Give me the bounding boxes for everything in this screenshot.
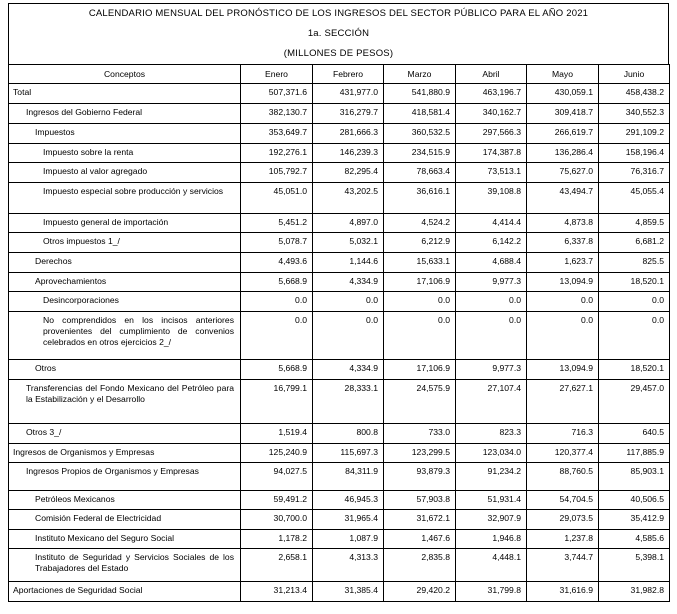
value-cell-febrero: 31,965.4 [313, 510, 384, 530]
value-cell-febrero: 146,239.3 [313, 144, 384, 163]
concept-cell [9, 233, 241, 253]
value-cell-abril: 4,688.4 [456, 253, 527, 273]
value-cell-junio: 0.0 [599, 292, 670, 312]
value-cell-mayo: 0.0 [527, 292, 599, 312]
value-cell-febrero: 5,032.1 [313, 233, 384, 253]
value-cell-marzo: 234,515.9 [384, 144, 456, 163]
concept-label: Ingresos de Organismos y Empresas [13, 447, 155, 457]
table-row [9, 214, 670, 233]
table-header [9, 65, 670, 84]
value-cell-abril: 73,513.1 [456, 163, 527, 183]
value-cell-mayo: 88,760.5 [527, 463, 599, 491]
table-row [9, 253, 670, 273]
value-cell-abril: 174,387.8 [456, 144, 527, 163]
section-label: 1a. SECCIÓN [307, 28, 370, 39]
value-cell-febrero: 0.0 [313, 312, 384, 360]
value-cell-junio: 5,398.1 [599, 549, 670, 582]
value-cell-marzo: 6,212.9 [384, 233, 456, 253]
value-cell-junio: 291,109.2 [599, 124, 670, 144]
value-cell-enero: 353,649.7 [241, 124, 313, 144]
value-cell-junio: 0.0 [599, 312, 670, 360]
value-cell-abril: 9,977.3 [456, 360, 527, 380]
value-cell-mayo: 3,744.7 [527, 549, 599, 582]
value-cell-mayo: 1,237.8 [527, 530, 599, 549]
table-row [9, 233, 670, 253]
value-cell-febrero: 82,295.4 [313, 163, 384, 183]
value-cell-marzo: 0.0 [384, 312, 456, 360]
value-cell-junio: 4,859.5 [599, 214, 670, 233]
value-cell-febrero: 800.8 [313, 424, 384, 444]
table-row [9, 163, 670, 183]
table-row [9, 84, 670, 104]
value-cell-abril: 463,196.7 [456, 84, 527, 104]
value-cell-enero: 16,799.1 [241, 380, 313, 424]
value-cell-mayo: 266,619.7 [527, 124, 599, 144]
table-row [9, 183, 670, 214]
concept-cell [9, 549, 241, 582]
value-cell-enero: 192,276.1 [241, 144, 313, 163]
value-cell-febrero: 316,279.7 [313, 104, 384, 124]
value-cell-mayo: 31,616.9 [527, 582, 599, 602]
value-cell-mayo: 1,623.7 [527, 253, 599, 273]
concept-label: Aprovechamientos [35, 276, 107, 286]
value-cell-mayo: 27,627.1 [527, 380, 599, 424]
concept-cell [9, 292, 241, 312]
value-cell-mayo: 0.0 [527, 312, 599, 360]
value-cell-febrero: 4,334.9 [313, 273, 384, 292]
units-label: (MILLONES DE PESOS) [283, 48, 394, 59]
value-cell-marzo: 29,420.2 [384, 582, 456, 602]
value-cell-enero: 382,130.7 [241, 104, 313, 124]
concept-cell [9, 582, 241, 602]
value-cell-junio: 18,520.1 [599, 273, 670, 292]
concept-cell [9, 360, 241, 380]
concept-label: Otros impuestos 1_/ [43, 236, 120, 246]
table-row [9, 463, 670, 491]
concept-cell [9, 104, 241, 124]
value-cell-junio: 18,520.1 [599, 360, 670, 380]
column-header-abril: Abril [456, 65, 527, 84]
value-cell-junio: 117,885.9 [599, 444, 670, 463]
concept-label: Ingresos Propios de Organismos y Empresas [26, 466, 199, 476]
concept-cell [9, 163, 241, 183]
value-cell-marzo: 36,616.1 [384, 183, 456, 214]
value-cell-junio: 76,316.7 [599, 163, 670, 183]
value-cell-enero: 30,700.0 [241, 510, 313, 530]
value-cell-marzo: 17,106.9 [384, 360, 456, 380]
concept-cell [9, 144, 241, 163]
concept-cell [9, 510, 241, 530]
value-cell-abril: 91,234.2 [456, 463, 527, 491]
concept-label: Otros [35, 363, 57, 373]
value-cell-abril: 31,799.8 [456, 582, 527, 602]
table-row [9, 273, 670, 292]
concept-label: Impuesto al valor agregado [43, 166, 148, 176]
value-cell-enero: 4,493.6 [241, 253, 313, 273]
value-cell-febrero: 84,311.9 [313, 463, 384, 491]
value-cell-marzo: 1,467.6 [384, 530, 456, 549]
value-cell-febrero: 46,945.3 [313, 491, 384, 510]
concept-label: Impuestos [35, 127, 75, 137]
value-cell-marzo: 2,835.8 [384, 549, 456, 582]
value-cell-marzo: 15,633.1 [384, 253, 456, 273]
value-cell-marzo: 733.0 [384, 424, 456, 444]
concept-cell [9, 84, 241, 104]
value-cell-febrero: 0.0 [313, 292, 384, 312]
value-cell-junio: 158,196.4 [599, 144, 670, 163]
value-cell-febrero: 43,202.5 [313, 183, 384, 214]
value-cell-mayo: 120,377.4 [527, 444, 599, 463]
concept-cell [9, 124, 241, 144]
concept-label: Transferencias del Fondo Mexicano del Petróleo para la Estabilización y el Desarrollo [26, 383, 234, 404]
value-cell-abril: 6,142.2 [456, 233, 527, 253]
table-row [9, 424, 670, 444]
concept-cell [9, 214, 241, 233]
value-cell-mayo: 4,873.8 [527, 214, 599, 233]
column-header-junio: Junio [599, 65, 670, 84]
value-cell-enero: 45,051.0 [241, 183, 313, 214]
concept-cell [9, 183, 241, 214]
value-cell-enero: 2,658.1 [241, 549, 313, 582]
value-cell-mayo: 6,337.8 [527, 233, 599, 253]
value-cell-mayo: 75,627.0 [527, 163, 599, 183]
value-cell-febrero: 281,666.3 [313, 124, 384, 144]
value-cell-abril: 823.3 [456, 424, 527, 444]
value-cell-abril: 39,108.8 [456, 183, 527, 214]
value-cell-abril: 0.0 [456, 292, 527, 312]
value-cell-febrero: 4,313.3 [313, 549, 384, 582]
value-cell-junio: 45,055.4 [599, 183, 670, 214]
value-cell-enero: 59,491.2 [241, 491, 313, 510]
value-cell-marzo: 78,663.4 [384, 163, 456, 183]
value-cell-enero: 94,027.5 [241, 463, 313, 491]
concept-cell [9, 312, 241, 360]
value-cell-febrero: 1,087.9 [313, 530, 384, 549]
value-cell-junio: 40,506.5 [599, 491, 670, 510]
value-cell-abril: 1,946.8 [456, 530, 527, 549]
value-cell-junio: 31,982.8 [599, 582, 670, 602]
concept-cell [9, 273, 241, 292]
value-cell-enero: 5,451.2 [241, 214, 313, 233]
table-row [9, 444, 670, 463]
value-cell-abril: 340,162.7 [456, 104, 527, 124]
column-header-enero: Enero [241, 65, 313, 84]
table-row [9, 549, 670, 582]
table-row [9, 380, 670, 424]
table-body [9, 84, 670, 602]
value-cell-marzo: 93,879.3 [384, 463, 456, 491]
value-cell-marzo: 418,581.4 [384, 104, 456, 124]
value-cell-junio: 29,457.0 [599, 380, 670, 424]
value-cell-marzo: 541,880.9 [384, 84, 456, 104]
value-cell-enero: 5,668.9 [241, 273, 313, 292]
concept-cell [9, 491, 241, 510]
value-cell-febrero: 1,144.6 [313, 253, 384, 273]
table-row [9, 530, 670, 549]
value-cell-abril: 4,414.4 [456, 214, 527, 233]
column-header-conceptos: Conceptos [9, 65, 241, 84]
value-cell-marzo: 57,903.8 [384, 491, 456, 510]
concept-label: Instituto Mexicano del Seguro Social [35, 533, 175, 543]
concept-cell [9, 380, 241, 424]
table-row [9, 124, 670, 144]
value-cell-marzo: 4,524.2 [384, 214, 456, 233]
value-cell-mayo: 13,094.9 [527, 273, 599, 292]
value-cell-enero: 125,240.9 [241, 444, 313, 463]
value-cell-marzo: 0.0 [384, 292, 456, 312]
concept-cell [9, 253, 241, 273]
value-cell-febrero: 115,697.3 [313, 444, 384, 463]
table-row [9, 491, 670, 510]
concept-label: Aportaciones de Seguridad Social [13, 585, 143, 595]
value-cell-mayo: 430,059.1 [527, 84, 599, 104]
value-cell-enero: 507,371.6 [241, 84, 313, 104]
value-cell-marzo: 24,575.9 [384, 380, 456, 424]
value-cell-junio: 35,412.9 [599, 510, 670, 530]
concept-label: Otros 3_/ [26, 427, 62, 437]
value-cell-marzo: 31,672.1 [384, 510, 456, 530]
table-row [9, 510, 670, 530]
column-header-febrero: Febrero [313, 65, 384, 84]
concept-label: Impuesto especial sobre producción y servicios [43, 186, 224, 196]
value-cell-febrero: 31,385.4 [313, 582, 384, 602]
value-cell-febrero: 4,897.0 [313, 214, 384, 233]
value-cell-enero: 5,668.9 [241, 360, 313, 380]
value-cell-abril: 27,107.4 [456, 380, 527, 424]
value-cell-enero: 31,213.4 [241, 582, 313, 602]
value-cell-marzo: 360,532.5 [384, 124, 456, 144]
value-cell-abril: 32,907.9 [456, 510, 527, 530]
header-row [9, 65, 670, 84]
value-cell-abril: 9,977.3 [456, 273, 527, 292]
concept-cell [9, 530, 241, 549]
value-cell-mayo: 29,073.5 [527, 510, 599, 530]
value-cell-junio: 458,438.2 [599, 84, 670, 104]
concept-cell [9, 424, 241, 444]
value-cell-junio: 640.5 [599, 424, 670, 444]
concept-cell [9, 444, 241, 463]
column-header-mayo: Mayo [527, 65, 599, 84]
value-cell-junio: 340,552.3 [599, 104, 670, 124]
value-cell-junio: 825.5 [599, 253, 670, 273]
concept-label: Comisión Federal de Electricidad [35, 513, 162, 523]
table-row [9, 144, 670, 163]
value-cell-abril: 123,034.0 [456, 444, 527, 463]
value-cell-mayo: 54,704.5 [527, 491, 599, 510]
concept-label: Desincorporaciones [43, 295, 119, 305]
value-cell-enero: 105,792.7 [241, 163, 313, 183]
concept-label: Derechos [35, 256, 72, 266]
value-cell-febrero: 28,333.1 [313, 380, 384, 424]
concept-label: No comprendidos en los incisos anteriores provenientes del cumplimiento de convenios celebrados en otros ejercicios 2_/ [43, 315, 234, 347]
value-cell-marzo: 17,106.9 [384, 273, 456, 292]
table-row [9, 292, 670, 312]
concept-label: Impuesto sobre la renta [43, 147, 134, 157]
value-cell-junio: 4,585.6 [599, 530, 670, 549]
concept-label: Petróleos Mexicanos [35, 494, 115, 504]
document-header [8, 3, 669, 64]
value-cell-febrero: 4,334.9 [313, 360, 384, 380]
table-row [9, 104, 670, 124]
concept-label: Impuesto general de importación [43, 217, 169, 227]
concept-cell [9, 463, 241, 491]
value-cell-abril: 51,931.4 [456, 491, 527, 510]
table-row [9, 360, 670, 380]
value-cell-enero: 1,519.4 [241, 424, 313, 444]
concept-label: Ingresos del Gobierno Federal [26, 107, 143, 117]
value-cell-enero: 5,078.7 [241, 233, 313, 253]
value-cell-mayo: 13,094.9 [527, 360, 599, 380]
column-header-marzo: Marzo [384, 65, 456, 84]
revenue-calendar-document [8, 3, 669, 602]
table-row [9, 582, 670, 602]
value-cell-abril: 4,448.1 [456, 549, 527, 582]
value-cell-mayo: 43,494.7 [527, 183, 599, 214]
value-cell-abril: 0.0 [456, 312, 527, 360]
value-cell-mayo: 716.3 [527, 424, 599, 444]
value-cell-enero: 1,178.2 [241, 530, 313, 549]
value-cell-marzo: 123,299.5 [384, 444, 456, 463]
revenue-table [8, 64, 670, 602]
value-cell-enero: 0.0 [241, 292, 313, 312]
value-cell-abril: 297,566.3 [456, 124, 527, 144]
value-cell-junio: 85,903.1 [599, 463, 670, 491]
value-cell-junio: 6,681.2 [599, 233, 670, 253]
concept-label: Instituto de Seguridad y Servicios Sociales de los Trabajadores del Estado [35, 552, 234, 573]
value-cell-enero: 0.0 [241, 312, 313, 360]
value-cell-mayo: 136,286.4 [527, 144, 599, 163]
value-cell-febrero: 431,977.0 [313, 84, 384, 104]
table-row [9, 312, 670, 360]
value-cell-mayo: 309,418.7 [527, 104, 599, 124]
concept-label: Total [13, 87, 32, 97]
document-title: CALENDARIO MENSUAL DEL PRONÓSTICO DE LOS INGRESOS DEL SECTOR PÚBLICO PARA EL AÑO 2021 [88, 8, 589, 19]
